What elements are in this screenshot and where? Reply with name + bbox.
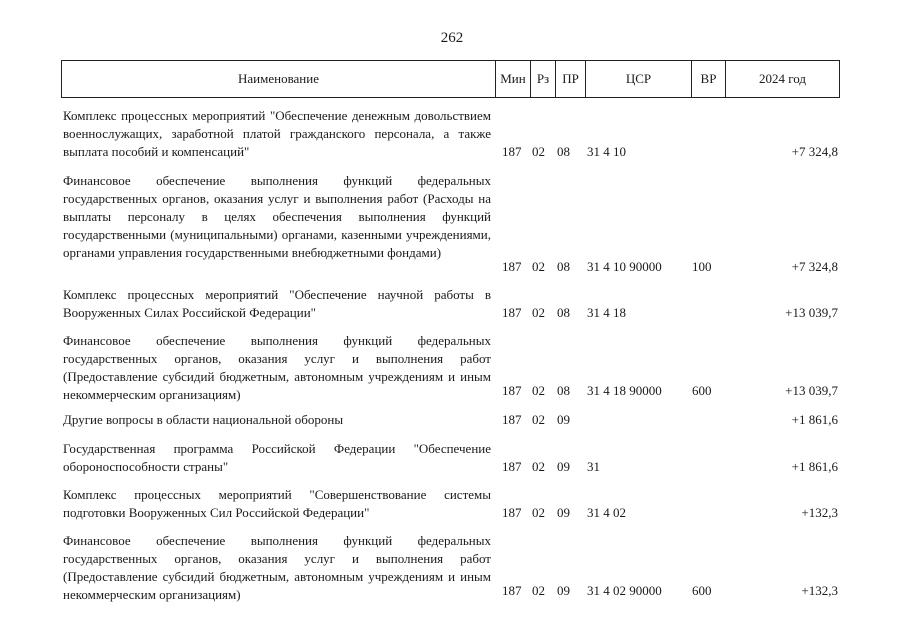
row-min: 187: [502, 412, 522, 427]
table-row: [0, 440, 904, 476]
table-row: [0, 286, 904, 322]
table-row: [0, 107, 904, 161]
row-rz: 02: [532, 144, 545, 159]
header-csr: ЦСР: [585, 61, 691, 97]
row-min: 187: [502, 259, 522, 274]
row-pr: 09: [557, 583, 570, 598]
page-number: 262: [440, 30, 464, 46]
row-sum: +132,3: [801, 583, 838, 598]
row-name: Финансовое обеспечение выполнения функций федеральных государственных органов, оказания услуг и выполнения работ (Расходы на выплаты персоналу в целях обеспечения выполнения функций государственными (муниципальными) органами, казенными учреждениями, органами управления государственными внебюджетными фондами): [63, 173, 491, 260]
header-vr: ВР: [691, 61, 725, 97]
row-name: Финансовое обеспечение выполнения функций федеральных государственных органов, оказания услуг и выполнения работ (Предоставление субсидий бюджетным, автономным учреждениям и иным некоммерческим организациям): [63, 533, 491, 602]
row-csr: 31 4 18 90000: [587, 383, 662, 398]
row-sum: +7 324,8: [791, 259, 838, 274]
row-sum: +1 861,6: [791, 412, 838, 427]
row-name: Другие вопросы в области национальной обороны: [63, 412, 344, 427]
row-name: Комплекс процессных мероприятий "Обеспечение научной работы в Вооруженных Силах Российской Федерации": [63, 287, 491, 320]
row-pr: 08: [557, 144, 570, 159]
row-pr: 08: [557, 305, 570, 320]
row-name: Комплекс процессных мероприятий "Совершенствование системы подготовки Вооруженных Сил Российской Федерации": [63, 487, 491, 520]
header-min: Мин: [495, 61, 530, 97]
row-name: Государственная программа Российской Федерации "Обеспечение обороноспособности страны": [63, 441, 491, 474]
table-row: [0, 532, 904, 600]
row-pr: 09: [557, 459, 570, 474]
table-header: [61, 60, 840, 98]
row-rz: 02: [532, 459, 545, 474]
row-min: 187: [502, 144, 522, 159]
row-rz: 02: [532, 383, 545, 398]
row-vr: 600: [692, 383, 712, 398]
row-csr: 31 4 10 90000: [587, 259, 662, 274]
row-sum: +13 039,7: [785, 383, 838, 398]
row-csr: 31 4 10: [587, 144, 626, 159]
row-pr: 09: [557, 505, 570, 520]
row-name: Комплекс процессных мероприятий "Обеспечение денежным довольствием военнослужащих, заработной платой гражданского персонала, а также выплата пособий и компенсаций": [63, 108, 491, 159]
row-vr: 100: [692, 259, 712, 274]
header-rz: Рз: [530, 61, 555, 97]
header-name: Наименование: [238, 71, 319, 86]
row-pr: 08: [557, 383, 570, 398]
row-rz: 02: [532, 583, 545, 598]
row-csr: 31 4 18: [587, 305, 626, 320]
row-sum: +132,3: [801, 505, 838, 520]
table-row: [0, 411, 904, 429]
row-pr: 08: [557, 259, 570, 274]
row-name: Финансовое обеспечение выполнения функций федеральных государственных органов, оказания услуг и выполнения работ (Предоставление субсидий бюджетным, автономным учреждениям и иным некоммерческим организациям): [63, 333, 491, 402]
row-rz: 02: [532, 259, 545, 274]
row-sum: +7 324,8: [791, 144, 838, 159]
row-csr: 31: [587, 459, 600, 474]
row-csr: 31 4 02 90000: [587, 583, 662, 598]
row-sum: +13 039,7: [785, 305, 838, 320]
row-rz: 02: [532, 305, 545, 320]
header-pr: ПР: [555, 61, 585, 97]
header-year: 2024 год: [725, 61, 839, 97]
table-row: [0, 486, 904, 522]
table-row: [0, 172, 904, 276]
row-vr: 600: [692, 583, 712, 598]
row-sum: +1 861,6: [791, 459, 838, 474]
row-min: 187: [502, 305, 522, 320]
row-rz: 02: [532, 412, 545, 427]
row-pr: 09: [557, 412, 570, 427]
row-csr: 31 4 02: [587, 505, 626, 520]
row-min: 187: [502, 505, 522, 520]
table-row: [0, 332, 904, 400]
row-rz: 02: [532, 505, 545, 520]
row-min: 187: [502, 459, 522, 474]
row-min: 187: [502, 383, 522, 398]
row-min: 187: [502, 583, 522, 598]
